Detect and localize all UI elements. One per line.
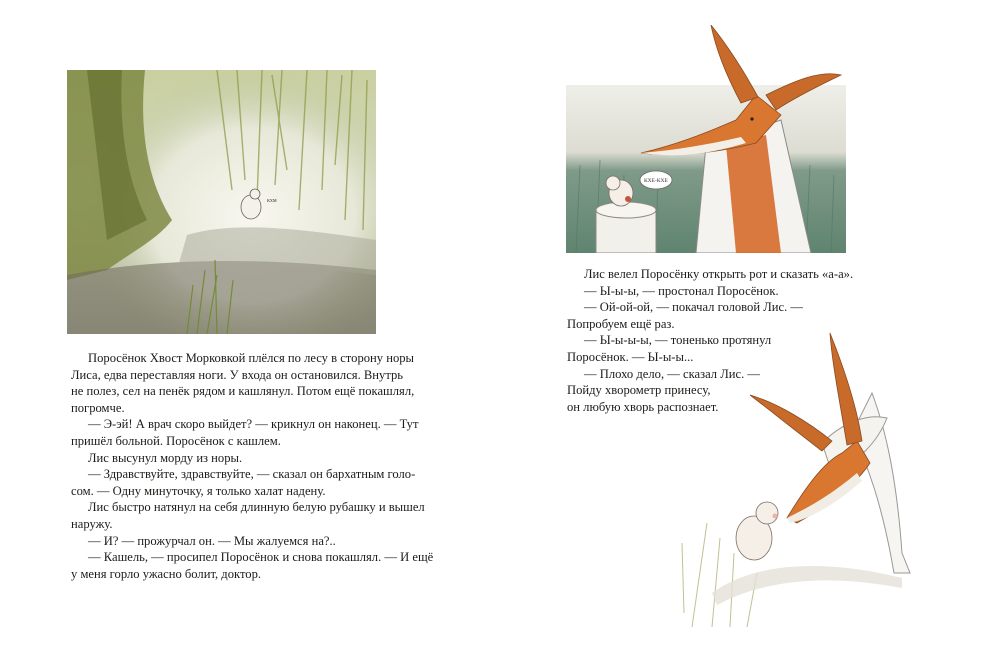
- text-line: — Здравствуйте, здравствуйте, — сказал он бархатным голо-: [88, 467, 416, 482]
- text-line: погромче.: [71, 400, 125, 415]
- forest-illustration: [67, 70, 376, 334]
- fox-speech-text: КХЕ-КХЕ: [644, 178, 668, 184]
- text-line: Поросёнок Хвост Морковкой плёлся по лесу в сторону норы: [88, 351, 415, 365]
- text-line: наружу.: [71, 516, 113, 531]
- text-line: Лиса, едва переставляя ноги. У входа он остановился. Внутрь: [71, 367, 404, 382]
- text-line: — Ой-ой-ой, — покачал головой Лис. —: [584, 300, 803, 315]
- text-line: не полез, сел на пенёк рядом и кашлянул. Потом ещё покашлял,: [71, 384, 415, 399]
- fox-standing-illustration: [566, 25, 846, 253]
- text-line: — Ы-ы-ы-ы, — тоненько протянул: [584, 333, 772, 348]
- text-line: Поросёнок. — Ы-ы-ы...: [567, 349, 694, 364]
- text-line: Попробуем ещё раз.: [567, 316, 675, 331]
- forest-speech-text: кхм: [267, 198, 277, 204]
- text-line: — И? — прожурчал он. — Мы жалуемся на?..: [88, 533, 336, 548]
- text-line: — Ы-ы-ы, — простонал Поросёнок.: [584, 283, 779, 298]
- text-line: пришёл больной. Поросёнок с кашлем.: [71, 433, 281, 448]
- right-page-text: [567, 266, 854, 415]
- text-line: — Кашель, — просипел Поросёнок и снова покашлял. — И ещё: [88, 550, 434, 565]
- text-line: — Э-эй! А врач скоро выйдет? — крикнул он наконец. — Тут: [88, 417, 419, 432]
- text-line: — Плохо дело, — сказал Лис. —: [584, 366, 760, 381]
- text-line: Лис высунул морду из норы.: [88, 450, 243, 465]
- left-page-text: [71, 350, 434, 582]
- text-line: Лис велел Поросёнку открыть рот и сказать «а-а».: [584, 267, 854, 281]
- text-line: сом. — Одну минуточку, я только халат надену.: [71, 483, 326, 498]
- text-line: у меня горло ужасно болит, доктор.: [71, 566, 262, 581]
- text-line: он любую хворь распознает.: [567, 399, 719, 414]
- text-line: Лис быстро натянул на себя длинную белую рубашку и вышел: [88, 500, 425, 515]
- text-line: Пойду хворометр принесу,: [567, 383, 711, 398]
